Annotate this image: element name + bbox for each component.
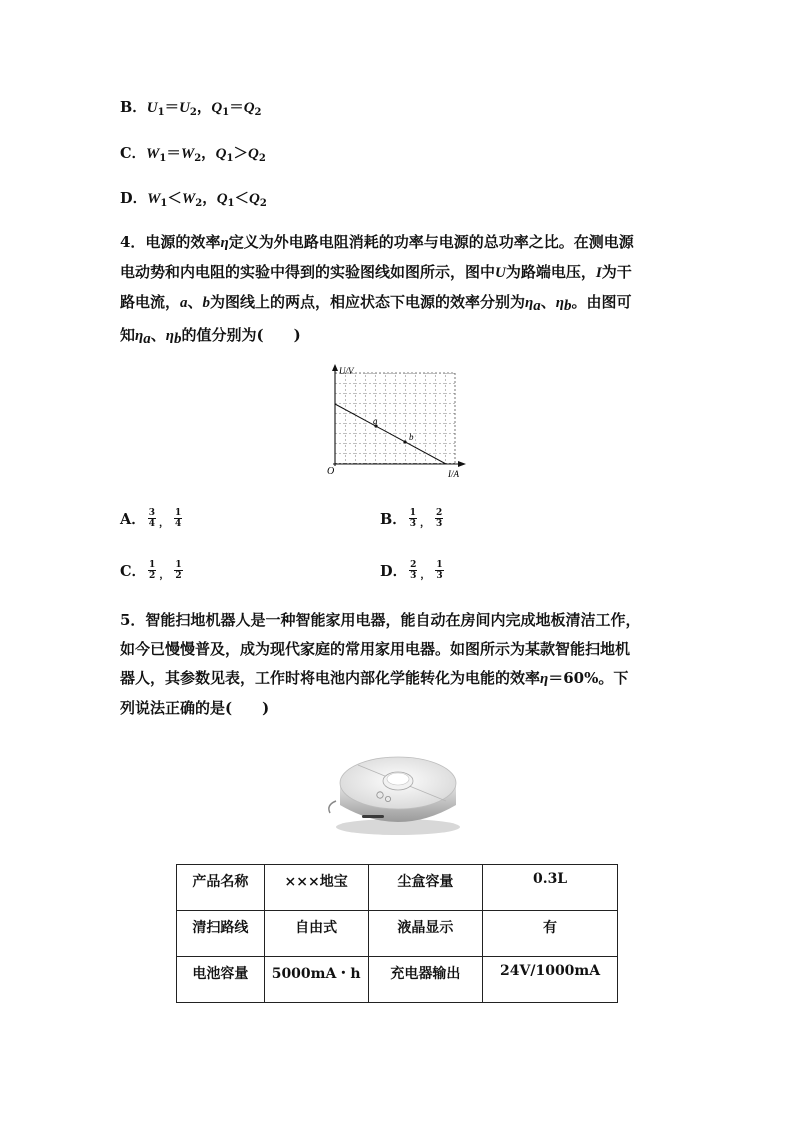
fraction — [174, 560, 182, 581]
graph-grid — [335, 373, 455, 464]
table-cell: 电池容量 — [177, 957, 265, 1003]
table-cell: 液晶显示 — [368, 911, 483, 957]
var: Q — [215, 146, 227, 162]
fraction — [435, 508, 443, 529]
option-q3-c — [120, 142, 266, 164]
stem-line — [120, 288, 680, 321]
numerator: 1 — [149, 560, 156, 570]
power-cord — [329, 801, 336, 813]
point-b-marker — [403, 440, 406, 443]
fraction — [409, 508, 417, 529]
var: I — [595, 265, 602, 281]
origin-label: O — [327, 466, 335, 477]
point-b-label: b — [409, 432, 414, 442]
table-cell: ×××地宝 — [264, 865, 368, 911]
y-axis-label: U/V — [339, 366, 354, 376]
table-cell: 有 — [483, 911, 618, 957]
comma: ， — [420, 570, 431, 581]
sub: 1 — [227, 198, 235, 209]
denominator: 4 — [148, 519, 156, 529]
text: 、 — [540, 293, 556, 311]
numerator: 2 — [436, 508, 443, 518]
var: Q — [211, 100, 223, 116]
power-button-icon — [385, 796, 390, 801]
var: W — [147, 191, 161, 207]
stem-line — [120, 664, 680, 694]
stem-line — [120, 228, 680, 258]
denominator: 3 — [436, 571, 443, 581]
stem-line — [120, 258, 680, 288]
option-q4-a — [120, 508, 184, 529]
fraction — [148, 560, 156, 581]
option-q3-d — [120, 187, 267, 209]
text: 路电流， — [120, 293, 181, 311]
var: U — [146, 100, 158, 116]
comma: ， — [196, 99, 212, 116]
option-q4-b — [380, 508, 445, 529]
point-a-label: a — [373, 416, 378, 426]
op: ＝ — [229, 99, 244, 116]
text: 知 — [120, 326, 136, 344]
denominator: 3 — [409, 519, 417, 529]
text: 定义为外电路电阻消耗的功率与电源的总功率之比。在测电源 — [228, 233, 634, 251]
var: W — [180, 146, 195, 162]
denominator: 3 — [436, 519, 443, 529]
table-cell: 清扫路线 — [177, 911, 265, 957]
fraction — [409, 560, 417, 581]
op: ＜ — [167, 190, 182, 207]
comma: ， — [159, 570, 170, 581]
numerator: 1 — [409, 508, 417, 518]
var: b — [202, 295, 211, 311]
home-button-icon — [377, 792, 383, 798]
eta-symbol: η — [165, 328, 174, 344]
text: 电动势和内电阻的实验中得到的实验图线如图所示，图中 — [120, 263, 496, 281]
eta-symbol: η — [540, 671, 549, 687]
text: 、 — [187, 293, 203, 311]
sub: 1 — [226, 153, 234, 164]
option-letter: D． — [120, 190, 148, 207]
front-bumper-sensor — [362, 815, 384, 818]
u-i-graph — [325, 362, 470, 482]
denominator: 2 — [175, 571, 182, 581]
denominator: 2 — [149, 571, 156, 581]
option-letter: A． — [120, 511, 146, 528]
numerator: 1 — [175, 560, 182, 570]
table-cell: 0.3L — [483, 865, 618, 911]
var: W — [181, 191, 196, 207]
sub: a — [533, 298, 541, 314]
table-cell: 尘盒容量 — [368, 865, 483, 911]
sub: 1 — [222, 107, 230, 118]
specs-table — [176, 864, 618, 1003]
var: Q — [247, 146, 259, 162]
fraction — [435, 560, 443, 581]
var: a — [180, 295, 188, 311]
question-5-stem — [120, 606, 680, 723]
lidar-cap-top — [387, 773, 409, 785]
table-row — [177, 911, 618, 957]
sub: 1 — [159, 153, 167, 164]
comma: ， — [201, 145, 216, 162]
x-axis-arrow-icon — [458, 461, 466, 467]
fraction — [174, 508, 182, 529]
sub: 2 — [189, 107, 197, 118]
op: ＝ — [164, 99, 180, 116]
sub: 2 — [195, 198, 203, 209]
table-cell: 自由式 — [264, 911, 368, 957]
op: ＜ — [234, 190, 250, 207]
comma: ， — [202, 190, 217, 207]
text: 为路端电压， — [505, 263, 596, 281]
denominator: 4 — [175, 519, 182, 529]
var: Q — [243, 100, 255, 116]
option-q3-b — [120, 96, 262, 118]
var: U — [179, 100, 190, 116]
sub: 2 — [194, 153, 202, 164]
text: 。由图可 — [571, 293, 632, 311]
eta-symbol: η — [525, 295, 534, 311]
denominator: 3 — [410, 571, 417, 581]
numerator: 3 — [148, 508, 156, 518]
numerator: 2 — [410, 560, 417, 570]
text: 、 — [150, 326, 166, 344]
table-cell: 24V/1000mA — [483, 957, 618, 1003]
var: U — [495, 265, 506, 281]
comma: ， — [159, 518, 170, 529]
table-row — [177, 865, 618, 911]
text: 为干 — [601, 263, 632, 281]
sub: 1 — [160, 198, 168, 209]
sub: a — [143, 331, 151, 347]
text: 为图线上的两点，相应状态下电源的效率分别为 — [210, 293, 526, 311]
option-q4-c — [120, 560, 185, 581]
fraction — [148, 508, 156, 529]
eta-symbol: η — [555, 295, 565, 311]
option-q4-d — [380, 560, 446, 581]
text: 4．电源的效率 — [120, 233, 221, 251]
table-row — [177, 957, 618, 1003]
numerator: 1 — [436, 560, 443, 570]
numerator: 1 — [175, 508, 182, 518]
sub: b — [564, 298, 572, 314]
sub: 2 — [254, 107, 262, 118]
sub: 1 — [157, 107, 165, 118]
option-letter: D． — [380, 563, 408, 580]
x-axis-label: I/A — [448, 469, 459, 479]
var: Q — [216, 191, 228, 207]
var: W — [146, 146, 160, 162]
question-4-stem — [120, 228, 680, 354]
comma: ， — [420, 518, 431, 529]
robot-vacuum-image — [318, 743, 478, 843]
table-cell: 产品名称 — [177, 865, 265, 911]
sub: b — [174, 331, 182, 347]
var: Q — [249, 191, 260, 207]
option-letter: C． — [120, 145, 147, 162]
sub: 2 — [258, 153, 266, 164]
text: ＝60%。下 — [548, 669, 629, 687]
option-letter: B． — [380, 511, 407, 528]
text: 器人，其参数见表，工作时将电池内部化学能转化为电能的效率 — [120, 669, 541, 687]
eta-symbol: η — [220, 235, 229, 251]
stem-line: 5．智能扫地机器人是一种智能家用电器，能自动在房间内完成地板清洁工作， — [120, 611, 641, 629]
op: ＞ — [233, 145, 248, 162]
option-letter: B． — [120, 99, 147, 116]
sub: 2 — [259, 198, 267, 209]
option-letter: C． — [120, 563, 147, 580]
y-axis-arrow-icon — [332, 364, 338, 371]
table-cell: 充电器输出 — [368, 957, 483, 1003]
op: ＝ — [166, 145, 181, 162]
stem-line: 如今已慢慢普及，成为现代家庭的常用家用电器。如图所示为某款智能扫地机 — [120, 640, 631, 658]
stem-line: 列说法正确的是( ) — [120, 699, 270, 717]
eta-symbol: η — [135, 328, 144, 344]
text: 的值分别为( ) — [181, 326, 301, 344]
stem-line — [120, 321, 680, 354]
table-cell: 5000mA・h — [264, 957, 368, 1003]
